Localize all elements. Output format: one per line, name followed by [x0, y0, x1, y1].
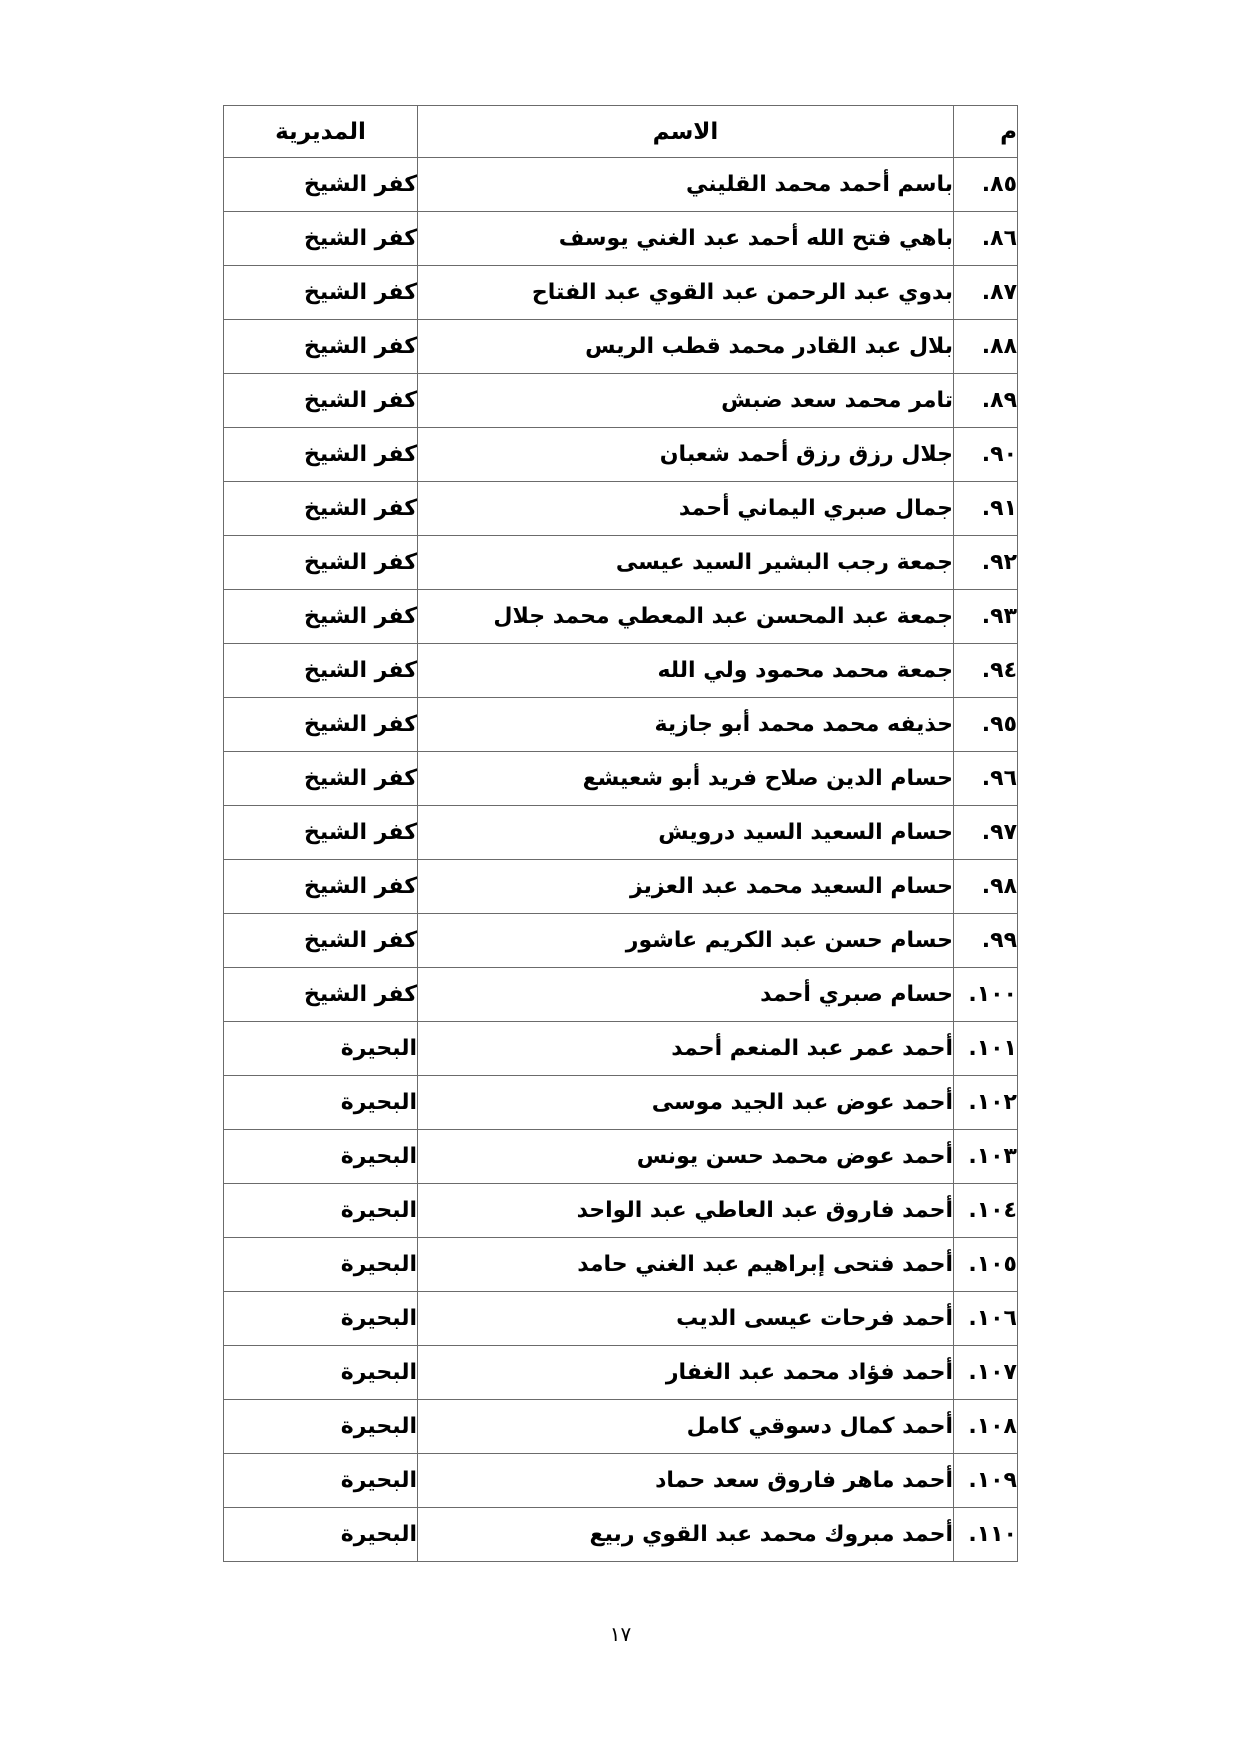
- row-number: ٩٣.: [954, 590, 1018, 644]
- row-name: أحمد عوض عبد الجيد موسى: [418, 1076, 954, 1130]
- row-directorate: كفر الشيخ: [224, 212, 418, 266]
- row-directorate: كفر الشيخ: [224, 482, 418, 536]
- table-row: [224, 644, 1018, 698]
- row-number: ٨٥.: [954, 158, 1018, 212]
- row-name: بلال عبد القادر محمد قطب الريس: [418, 320, 954, 374]
- row-number: ١٠٤.: [954, 1184, 1018, 1238]
- table-row: [224, 1184, 1018, 1238]
- row-number: ٨٦.: [954, 212, 1018, 266]
- table-header-row: [224, 106, 1018, 158]
- row-number: ٩٩.: [954, 914, 1018, 968]
- row-name: أحمد فؤاد محمد عبد الغفار: [418, 1346, 954, 1400]
- table-row: [224, 374, 1018, 428]
- row-number: ٨٧.: [954, 266, 1018, 320]
- row-number: ١٠٧.: [954, 1346, 1018, 1400]
- row-name: أحمد فتحى إبراهيم عبد الغني حامد: [418, 1238, 954, 1292]
- row-number: ١٠٣.: [954, 1130, 1018, 1184]
- row-number: ٨٨.: [954, 320, 1018, 374]
- row-directorate: كفر الشيخ: [224, 644, 418, 698]
- row-directorate: البحيرة: [224, 1184, 418, 1238]
- row-number: ١٠١.: [954, 1022, 1018, 1076]
- table-row: [224, 590, 1018, 644]
- row-name: تامر محمد سعد ضبش: [418, 374, 954, 428]
- row-number: ٩٠.: [954, 428, 1018, 482]
- row-directorate: كفر الشيخ: [224, 860, 418, 914]
- row-directorate: البحيرة: [224, 1400, 418, 1454]
- row-name: أحمد فاروق عبد العاطي عبد الواحد: [418, 1184, 954, 1238]
- row-directorate: كفر الشيخ: [224, 590, 418, 644]
- table-row: [224, 806, 1018, 860]
- row-number: ١١٠.: [954, 1508, 1018, 1562]
- header-number: م: [954, 106, 1018, 158]
- table-row: [224, 266, 1018, 320]
- row-directorate: البحيرة: [224, 1508, 418, 1562]
- table-row: [224, 1292, 1018, 1346]
- row-name: بدوي عبد الرحمن عبد القوي عبد الفتاح: [418, 266, 954, 320]
- row-directorate: كفر الشيخ: [224, 752, 418, 806]
- row-name: أحمد مبروك محمد عبد القوي ربيع: [418, 1508, 954, 1562]
- row-directorate: البحيرة: [224, 1076, 418, 1130]
- table-row: [224, 320, 1018, 374]
- row-name: باهي فتح الله أحمد عبد الغني يوسف: [418, 212, 954, 266]
- row-directorate: كفر الشيخ: [224, 806, 418, 860]
- row-name: حسام السعيد السيد درويش: [418, 806, 954, 860]
- row-directorate: البحيرة: [224, 1346, 418, 1400]
- table-row: [224, 968, 1018, 1022]
- table-body: [224, 158, 1018, 1562]
- table-row: [224, 1508, 1018, 1562]
- header-directorate: المديرية: [224, 106, 418, 158]
- table-row: [224, 860, 1018, 914]
- row-name: حذيفه محمد محمد أبو جازية: [418, 698, 954, 752]
- row-name: أحمد عوض محمد حسن يونس: [418, 1130, 954, 1184]
- table-row: [224, 1454, 1018, 1508]
- row-directorate: كفر الشيخ: [224, 536, 418, 590]
- row-number: ١٠٨.: [954, 1400, 1018, 1454]
- row-directorate: كفر الشيخ: [224, 914, 418, 968]
- row-directorate: كفر الشيخ: [224, 266, 418, 320]
- row-name: أحمد كمال دسوقي كامل: [418, 1400, 954, 1454]
- row-name: حسام الدين صلاح فريد أبو شعيشع: [418, 752, 954, 806]
- table-row: [224, 482, 1018, 536]
- row-number: ١٠٢.: [954, 1076, 1018, 1130]
- row-directorate: البحيرة: [224, 1022, 418, 1076]
- table-row: [224, 536, 1018, 590]
- row-name: باسم أحمد محمد القليني: [418, 158, 954, 212]
- row-name: جمعة رجب البشير السيد عيسى: [418, 536, 954, 590]
- table-row: [224, 1130, 1018, 1184]
- row-name: أحمد عمر عبد المنعم أحمد: [418, 1022, 954, 1076]
- table-row: [224, 158, 1018, 212]
- row-number: ٩٧.: [954, 806, 1018, 860]
- row-directorate: البحيرة: [224, 1130, 418, 1184]
- row-directorate: كفر الشيخ: [224, 968, 418, 1022]
- row-name: حسام السعيد محمد عبد العزيز: [418, 860, 954, 914]
- row-number: ٨٩.: [954, 374, 1018, 428]
- table-row: [224, 428, 1018, 482]
- table-row: [224, 752, 1018, 806]
- table-row: [224, 1022, 1018, 1076]
- row-name: أحمد فرحات عيسى الديب: [418, 1292, 954, 1346]
- row-name: جمال صبري اليماني أحمد: [418, 482, 954, 536]
- table-row: [224, 212, 1018, 266]
- row-directorate: البحيرة: [224, 1292, 418, 1346]
- row-number: ١٠٩.: [954, 1454, 1018, 1508]
- row-number: ٩٥.: [954, 698, 1018, 752]
- table-row: [224, 914, 1018, 968]
- table-row: [224, 1346, 1018, 1400]
- table-row: [224, 698, 1018, 752]
- row-number: ٩٦.: [954, 752, 1018, 806]
- row-directorate: كفر الشيخ: [224, 428, 418, 482]
- header-name: الاسم: [418, 106, 954, 158]
- names-table: [223, 105, 1018, 1562]
- row-number: ١٠٥.: [954, 1238, 1018, 1292]
- row-directorate: البحيرة: [224, 1454, 418, 1508]
- row-directorate: كفر الشيخ: [224, 320, 418, 374]
- row-directorate: كفر الشيخ: [224, 698, 418, 752]
- row-number: ١٠٠.: [954, 968, 1018, 1022]
- row-name: حسام صبري أحمد: [418, 968, 954, 1022]
- row-name: أحمد ماهر فاروق سعد حماد: [418, 1454, 954, 1508]
- table-row: [224, 1400, 1018, 1454]
- page-number: ١٧: [609, 1622, 632, 1646]
- row-directorate: البحيرة: [224, 1238, 418, 1292]
- row-number: ٩١.: [954, 482, 1018, 536]
- row-directorate: كفر الشيخ: [224, 374, 418, 428]
- row-name: جلال رزق رزق أحمد شعبان: [418, 428, 954, 482]
- row-number: ١٠٦.: [954, 1292, 1018, 1346]
- row-number: ٩٤.: [954, 644, 1018, 698]
- table-row: [224, 1076, 1018, 1130]
- row-directorate: كفر الشيخ: [224, 158, 418, 212]
- table-row: [224, 1238, 1018, 1292]
- row-number: ٩٢.: [954, 536, 1018, 590]
- row-number: ٩٨.: [954, 860, 1018, 914]
- row-name: جمعة عبد المحسن عبد المعطي محمد جلال: [418, 590, 954, 644]
- row-name: جمعة محمد محمود ولي الله: [418, 644, 954, 698]
- row-name: حسام حسن عبد الكريم عاشور: [418, 914, 954, 968]
